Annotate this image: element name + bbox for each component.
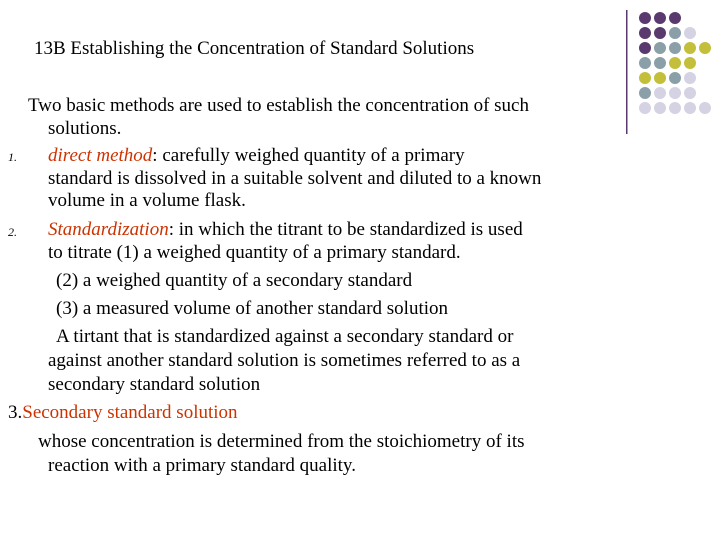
dot bbox=[639, 57, 651, 69]
dot bbox=[669, 27, 681, 39]
dot bbox=[654, 102, 666, 114]
list-item-line: to titrate (1) a weighed quantity of a primary standard. bbox=[48, 242, 461, 263]
slide-title: 13B Establishing the Concentration of Standard Solutions bbox=[34, 38, 475, 59]
dot bbox=[669, 12, 681, 24]
dot bbox=[639, 72, 651, 84]
dot bbox=[639, 102, 651, 114]
dot bbox=[654, 42, 666, 54]
list-item-line: standard is dissolved in a suitable solvent and diluted to a known bbox=[48, 168, 542, 189]
list-number: 1. bbox=[8, 150, 17, 164]
list-item-line: volume in a volume flask. bbox=[48, 190, 246, 211]
dot bbox=[654, 72, 666, 84]
dot bbox=[654, 12, 666, 24]
dot bbox=[669, 87, 681, 99]
list-item-line: secondary standard solution bbox=[48, 374, 261, 395]
list-item-heading bbox=[8, 402, 238, 424]
dot bbox=[654, 57, 666, 69]
dot bbox=[684, 57, 696, 69]
dot bbox=[684, 42, 696, 54]
list-item-line: A tirtant that is standardized against a secondary standard or bbox=[56, 326, 514, 347]
dot bbox=[669, 102, 681, 114]
dot bbox=[669, 42, 681, 54]
term-definition: : in which the titrant to be standardized is used bbox=[168, 219, 523, 240]
list-item-line: reaction with a primary standard quality. bbox=[48, 455, 356, 476]
list-item-line: against another standard solution is sometimes referred to as a bbox=[48, 350, 521, 371]
dot bbox=[684, 87, 696, 99]
dot bbox=[639, 27, 651, 39]
vertical-divider bbox=[626, 10, 628, 134]
intro-line: solutions. bbox=[48, 118, 122, 139]
term-secondary-standard-solution: Secondary standard solution bbox=[22, 402, 238, 423]
dot bbox=[699, 102, 711, 114]
dot bbox=[669, 72, 681, 84]
dot bbox=[639, 12, 651, 24]
term-definition: : carefully weighed quantity of a primary bbox=[152, 145, 465, 166]
term-direct-method: direct method bbox=[48, 145, 153, 166]
dot bbox=[669, 57, 681, 69]
dot bbox=[684, 27, 696, 39]
list-item-line: whose concentration is determined from the stoichiometry of its bbox=[38, 431, 525, 452]
dot bbox=[654, 27, 666, 39]
dot bbox=[639, 42, 651, 54]
dot bbox=[654, 87, 666, 99]
dot bbox=[684, 72, 696, 84]
list-item-line: (3) a measured volume of another standard solution bbox=[56, 298, 449, 319]
list-number: 2. bbox=[8, 225, 17, 239]
dot bbox=[699, 42, 711, 54]
list-number: 3. bbox=[8, 402, 23, 423]
list-item-line: (2) a weighed quantity of a secondary standard bbox=[56, 270, 413, 291]
list-item-line bbox=[48, 219, 523, 241]
list-item-line bbox=[48, 145, 465, 167]
dot bbox=[684, 102, 696, 114]
intro-line: Two basic methods are used to establish the concentration of such bbox=[28, 95, 529, 116]
dot bbox=[639, 87, 651, 99]
term-standardization: Standardization bbox=[48, 219, 169, 240]
